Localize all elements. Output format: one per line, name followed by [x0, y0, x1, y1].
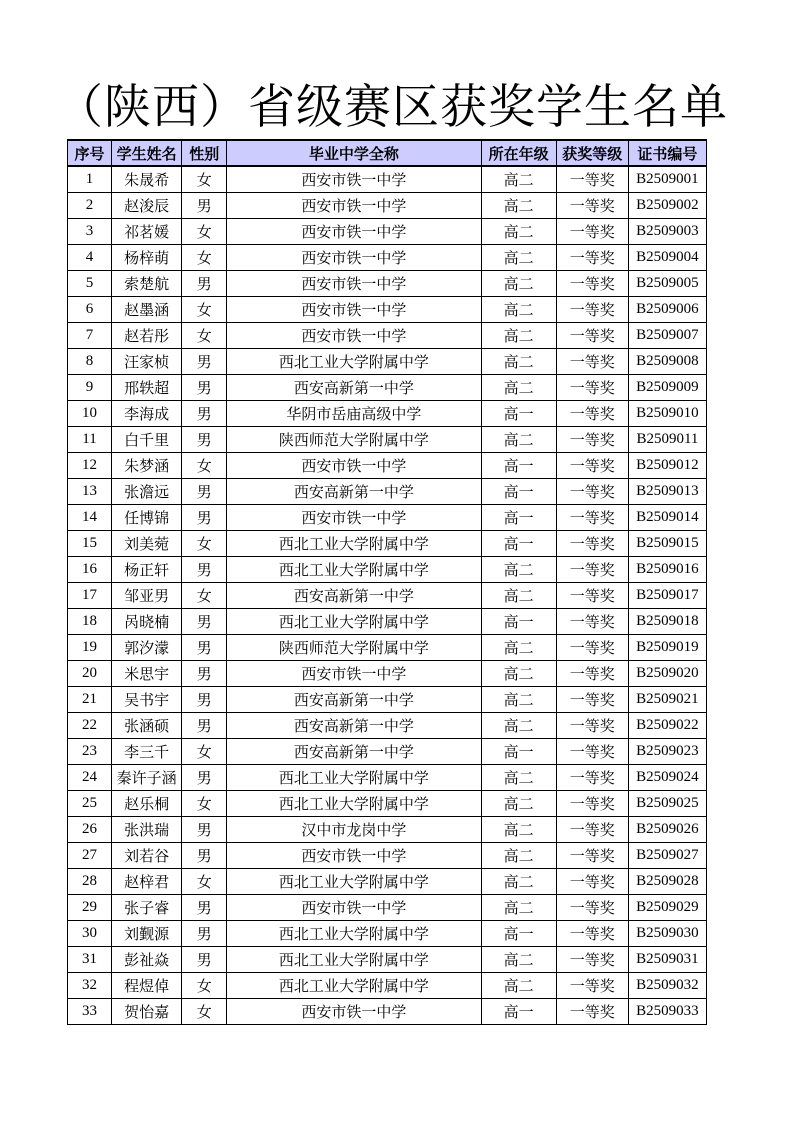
cell-gender: 男 — [182, 635, 227, 661]
cell-award-level: 一等奖 — [556, 791, 628, 817]
cell-student-name: 秦许子涵 — [112, 765, 182, 791]
cell-award-level: 一等奖 — [556, 635, 628, 661]
cell-school: 西北工业大学附属中学 — [227, 557, 481, 583]
cell-grade: 高二 — [481, 817, 556, 843]
cell-grade: 高二 — [481, 791, 556, 817]
cell-number: 13 — [68, 479, 112, 505]
cell-gender: 男 — [182, 557, 227, 583]
cell-student-name: 邢轶超 — [112, 375, 182, 401]
cell-student-name: 刘觐源 — [112, 921, 182, 947]
award-roster-table — [67, 139, 707, 1025]
cell-grade: 高一 — [481, 739, 556, 765]
cell-number: 5 — [68, 271, 112, 297]
cell-number: 12 — [68, 453, 112, 479]
cell-award-level: 一等奖 — [556, 531, 628, 557]
cell-gender: 男 — [182, 349, 227, 375]
cell-student-name: 祁茗媛 — [112, 219, 182, 245]
cell-school: 西安市铁一中学 — [227, 895, 481, 921]
cell-school: 汉中市龙岗中学 — [227, 817, 481, 843]
cell-student-name: 李海成 — [112, 401, 182, 427]
col-header-school: 毕业中学全称 — [227, 140, 481, 166]
cell-number: 23 — [68, 739, 112, 765]
cell-number: 28 — [68, 869, 112, 895]
cell-grade: 高二 — [481, 349, 556, 375]
cell-school: 西安市铁一中学 — [227, 193, 481, 219]
cell-award-level: 一等奖 — [556, 166, 628, 193]
cell-award-level: 一等奖 — [556, 765, 628, 791]
cell-award-level: 一等奖 — [556, 921, 628, 947]
cell-certificate-no: B2509004 — [628, 245, 706, 271]
table-row — [68, 791, 707, 817]
cell-certificate-no: B2509033 — [628, 999, 706, 1025]
cell-certificate-no: B2509017 — [628, 583, 706, 609]
table-row — [68, 843, 707, 869]
cell-gender: 男 — [182, 765, 227, 791]
cell-number: 16 — [68, 557, 112, 583]
cell-student-name: 米思宇 — [112, 661, 182, 687]
cell-certificate-no: B2509006 — [628, 297, 706, 323]
cell-school: 西安高新第一中学 — [227, 479, 481, 505]
cell-award-level: 一等奖 — [556, 973, 628, 999]
cell-gender: 女 — [182, 583, 227, 609]
cell-school: 西安高新第一中学 — [227, 687, 481, 713]
cell-gender: 女 — [182, 999, 227, 1025]
cell-award-level: 一等奖 — [556, 817, 628, 843]
cell-school: 陕西师范大学附属中学 — [227, 427, 481, 453]
cell-student-name: 赵梓君 — [112, 869, 182, 895]
cell-grade: 高二 — [481, 895, 556, 921]
cell-grade: 高二 — [481, 245, 556, 271]
cell-certificate-no: B2509008 — [628, 349, 706, 375]
cell-award-level: 一等奖 — [556, 583, 628, 609]
table-row — [68, 297, 707, 323]
cell-certificate-no: B2509025 — [628, 791, 706, 817]
cell-grade: 高一 — [481, 531, 556, 557]
cell-certificate-no: B2509020 — [628, 661, 706, 687]
cell-school: 西北工业大学附属中学 — [227, 947, 481, 973]
table-row — [68, 375, 707, 401]
table-row — [68, 427, 707, 453]
table-row — [68, 583, 707, 609]
cell-student-name: 郭汐濛 — [112, 635, 182, 661]
cell-gender: 男 — [182, 401, 227, 427]
cell-certificate-no: B2509007 — [628, 323, 706, 349]
cell-number: 20 — [68, 661, 112, 687]
cell-student-name: 赵浚辰 — [112, 193, 182, 219]
cell-school: 西北工业大学附属中学 — [227, 921, 481, 947]
table-row — [68, 479, 707, 505]
cell-number: 8 — [68, 349, 112, 375]
cell-grade: 高二 — [481, 375, 556, 401]
cell-school: 西北工业大学附属中学 — [227, 765, 481, 791]
cell-grade: 高二 — [481, 271, 556, 297]
table-row — [68, 323, 707, 349]
cell-student-name: 刘若谷 — [112, 843, 182, 869]
cell-grade: 高二 — [481, 635, 556, 661]
cell-number: 26 — [68, 817, 112, 843]
table-row — [68, 765, 707, 791]
cell-student-name: 彭祉焱 — [112, 947, 182, 973]
cell-certificate-no: B2509002 — [628, 193, 706, 219]
cell-gender: 男 — [182, 895, 227, 921]
cell-student-name: 杨梓萌 — [112, 245, 182, 271]
table-row — [68, 713, 707, 739]
cell-number: 11 — [68, 427, 112, 453]
cell-student-name: 刘美菀 — [112, 531, 182, 557]
cell-student-name: 任博锦 — [112, 505, 182, 531]
table-row — [68, 661, 707, 687]
table-row — [68, 609, 707, 635]
cell-school: 西北工业大学附属中学 — [227, 531, 481, 557]
cell-certificate-no: B2509012 — [628, 453, 706, 479]
cell-gender: 女 — [182, 166, 227, 193]
cell-student-name: 白千里 — [112, 427, 182, 453]
cell-school: 西安市铁一中学 — [227, 219, 481, 245]
cell-grade: 高二 — [481, 219, 556, 245]
cell-award-level: 一等奖 — [556, 505, 628, 531]
cell-school: 西安市铁一中学 — [227, 453, 481, 479]
col-header-gender: 性别 — [182, 140, 227, 166]
cell-certificate-no: B2509026 — [628, 817, 706, 843]
cell-grade: 高一 — [481, 401, 556, 427]
cell-student-name: 张洪瑞 — [112, 817, 182, 843]
cell-award-level: 一等奖 — [556, 323, 628, 349]
cell-number: 27 — [68, 843, 112, 869]
cell-school: 西安高新第一中学 — [227, 375, 481, 401]
cell-certificate-no: B2509031 — [628, 947, 706, 973]
cell-grade: 高二 — [481, 166, 556, 193]
table-body — [68, 166, 707, 1025]
cell-award-level: 一等奖 — [556, 739, 628, 765]
cell-award-level: 一等奖 — [556, 453, 628, 479]
cell-gender: 男 — [182, 921, 227, 947]
cell-award-level: 一等奖 — [556, 349, 628, 375]
cell-number: 33 — [68, 999, 112, 1025]
cell-number: 19 — [68, 635, 112, 661]
cell-award-level: 一等奖 — [556, 869, 628, 895]
cell-certificate-no: B2509028 — [628, 869, 706, 895]
cell-student-name: 汪家桢 — [112, 349, 182, 375]
cell-award-level: 一等奖 — [556, 687, 628, 713]
cell-gender: 女 — [182, 219, 227, 245]
cell-number: 7 — [68, 323, 112, 349]
cell-student-name: 杨正轩 — [112, 557, 182, 583]
cell-gender: 女 — [182, 245, 227, 271]
cell-award-level: 一等奖 — [556, 609, 628, 635]
cell-gender: 女 — [182, 869, 227, 895]
cell-student-name: 朱梦涵 — [112, 453, 182, 479]
table-row — [68, 999, 707, 1025]
cell-number: 30 — [68, 921, 112, 947]
cell-grade: 高二 — [481, 193, 556, 219]
cell-award-level: 一等奖 — [556, 271, 628, 297]
cell-number: 32 — [68, 973, 112, 999]
cell-number: 22 — [68, 713, 112, 739]
cell-grade: 高二 — [481, 557, 556, 583]
table-row — [68, 635, 707, 661]
table-row — [68, 739, 707, 765]
cell-award-level: 一等奖 — [556, 713, 628, 739]
cell-gender: 女 — [182, 791, 227, 817]
table-row — [68, 531, 707, 557]
cell-award-level: 一等奖 — [556, 895, 628, 921]
cell-certificate-no: B2509024 — [628, 765, 706, 791]
cell-certificate-no: B2509027 — [628, 843, 706, 869]
table-row — [68, 453, 707, 479]
cell-certificate-no: B2509029 — [628, 895, 706, 921]
cell-gender: 男 — [182, 375, 227, 401]
cell-school: 西北工业大学附属中学 — [227, 973, 481, 999]
cell-gender: 男 — [182, 193, 227, 219]
cell-school: 西安高新第一中学 — [227, 739, 481, 765]
cell-student-name: 索楚航 — [112, 271, 182, 297]
cell-number: 1 — [68, 166, 112, 193]
cell-student-name: 张涵硕 — [112, 713, 182, 739]
cell-gender: 男 — [182, 947, 227, 973]
cell-student-name: 赵乐桐 — [112, 791, 182, 817]
cell-number: 18 — [68, 609, 112, 635]
cell-gender: 男 — [182, 479, 227, 505]
cell-gender: 女 — [182, 739, 227, 765]
cell-number: 6 — [68, 297, 112, 323]
cell-certificate-no: B2509018 — [628, 609, 706, 635]
table-row — [68, 557, 707, 583]
cell-number: 15 — [68, 531, 112, 557]
cell-student-name: 赵墨涵 — [112, 297, 182, 323]
cell-school: 西安市铁一中学 — [227, 297, 481, 323]
cell-award-level: 一等奖 — [556, 843, 628, 869]
table-row — [68, 245, 707, 271]
cell-certificate-no: B2509019 — [628, 635, 706, 661]
table-row — [68, 166, 707, 193]
cell-grade: 高一 — [481, 999, 556, 1025]
table-row — [68, 401, 707, 427]
cell-certificate-no: B2509030 — [628, 921, 706, 947]
cell-school: 西安市铁一中学 — [227, 166, 481, 193]
cell-certificate-no: B2509009 — [628, 375, 706, 401]
cell-grade: 高二 — [481, 713, 556, 739]
cell-grade: 高二 — [481, 583, 556, 609]
cell-student-name: 李三千 — [112, 739, 182, 765]
cell-school: 西安市铁一中学 — [227, 271, 481, 297]
cell-number: 2 — [68, 193, 112, 219]
cell-certificate-no: B2509015 — [628, 531, 706, 557]
header-row — [68, 140, 707, 166]
cell-gender: 女 — [182, 453, 227, 479]
cell-award-level: 一等奖 — [556, 479, 628, 505]
cell-grade: 高二 — [481, 765, 556, 791]
page-title: （陕西）省级赛区获奖学生名单 — [56, 80, 728, 135]
cell-certificate-no: B2509013 — [628, 479, 706, 505]
cell-gender: 男 — [182, 271, 227, 297]
cell-grade: 高二 — [481, 947, 556, 973]
cell-certificate-no: B2509016 — [628, 557, 706, 583]
cell-school: 西安市铁一中学 — [227, 661, 481, 687]
cell-grade: 高二 — [481, 869, 556, 895]
cell-school: 西安市铁一中学 — [227, 999, 481, 1025]
cell-grade: 高一 — [481, 453, 556, 479]
cell-certificate-no: B2509003 — [628, 219, 706, 245]
cell-gender: 男 — [182, 609, 227, 635]
col-header-student-name: 学生姓名 — [112, 140, 182, 166]
cell-number: 24 — [68, 765, 112, 791]
table-row — [68, 349, 707, 375]
table-row — [68, 687, 707, 713]
cell-school: 西安市铁一中学 — [227, 843, 481, 869]
cell-award-level: 一等奖 — [556, 245, 628, 271]
table-row — [68, 817, 707, 843]
cell-gender: 女 — [182, 297, 227, 323]
cell-gender: 男 — [182, 687, 227, 713]
cell-grade: 高二 — [481, 687, 556, 713]
cell-school: 华阴市岳庙高级中学 — [227, 401, 481, 427]
cell-grade: 高二 — [481, 427, 556, 453]
cell-grade: 高二 — [481, 843, 556, 869]
cell-grade: 高一 — [481, 479, 556, 505]
table-row — [68, 869, 707, 895]
cell-award-level: 一等奖 — [556, 219, 628, 245]
table-row — [68, 505, 707, 531]
cell-school: 陕西师范大学附属中学 — [227, 635, 481, 661]
cell-grade: 高二 — [481, 323, 556, 349]
cell-certificate-no: B2509005 — [628, 271, 706, 297]
cell-gender: 男 — [182, 817, 227, 843]
cell-gender: 女 — [182, 531, 227, 557]
cell-school: 西北工业大学附属中学 — [227, 349, 481, 375]
cell-award-level: 一等奖 — [556, 557, 628, 583]
table-row — [68, 947, 707, 973]
cell-grade: 高二 — [481, 661, 556, 687]
cell-award-level: 一等奖 — [556, 427, 628, 453]
cell-certificate-no: B2509011 — [628, 427, 706, 453]
cell-school: 西北工业大学附属中学 — [227, 791, 481, 817]
cell-school: 西安市铁一中学 — [227, 505, 481, 531]
cell-gender: 男 — [182, 427, 227, 453]
col-header-certificate-no: 证书编号 — [628, 140, 706, 166]
cell-school: 西安高新第一中学 — [227, 583, 481, 609]
cell-gender: 女 — [182, 973, 227, 999]
cell-grade: 高二 — [481, 297, 556, 323]
table-row — [68, 895, 707, 921]
cell-school: 西北工业大学附属中学 — [227, 869, 481, 895]
col-header-grade: 所在年级 — [481, 140, 556, 166]
cell-certificate-no: B2509022 — [628, 713, 706, 739]
cell-student-name: 朱晟希 — [112, 166, 182, 193]
cell-grade: 高一 — [481, 921, 556, 947]
cell-student-name: 邹亚男 — [112, 583, 182, 609]
col-header-award-level: 获奖等级 — [556, 140, 628, 166]
cell-number: 3 — [68, 219, 112, 245]
cell-award-level: 一等奖 — [556, 947, 628, 973]
cell-student-name: 张子睿 — [112, 895, 182, 921]
cell-award-level: 一等奖 — [556, 661, 628, 687]
cell-certificate-no: B2509014 — [628, 505, 706, 531]
cell-number: 29 — [68, 895, 112, 921]
cell-number: 9 — [68, 375, 112, 401]
cell-award-level: 一等奖 — [556, 297, 628, 323]
cell-student-name: 张澹远 — [112, 479, 182, 505]
cell-gender: 男 — [182, 661, 227, 687]
cell-student-name: 程煜倬 — [112, 973, 182, 999]
cell-gender: 男 — [182, 505, 227, 531]
cell-gender: 女 — [182, 323, 227, 349]
cell-number: 31 — [68, 947, 112, 973]
cell-certificate-no: B2509001 — [628, 166, 706, 193]
cell-certificate-no: B2509032 — [628, 973, 706, 999]
cell-gender: 男 — [182, 843, 227, 869]
table-row — [68, 219, 707, 245]
cell-number: 4 — [68, 245, 112, 271]
cell-student-name: 赵若彤 — [112, 323, 182, 349]
cell-school: 西安市铁一中学 — [227, 245, 481, 271]
cell-number: 10 — [68, 401, 112, 427]
cell-award-level: 一等奖 — [556, 999, 628, 1025]
cell-school: 西安高新第一中学 — [227, 713, 481, 739]
col-header-number: 序号 — [68, 140, 112, 166]
cell-award-level: 一等奖 — [556, 375, 628, 401]
cell-gender: 男 — [182, 713, 227, 739]
cell-certificate-no: B2509023 — [628, 739, 706, 765]
cell-number: 14 — [68, 505, 112, 531]
cell-student-name: 吴书宇 — [112, 687, 182, 713]
cell-grade: 高一 — [481, 609, 556, 635]
cell-award-level: 一等奖 — [556, 193, 628, 219]
cell-number: 25 — [68, 791, 112, 817]
cell-number: 21 — [68, 687, 112, 713]
cell-student-name: 贺怡嘉 — [112, 999, 182, 1025]
cell-certificate-no: B2509021 — [628, 687, 706, 713]
cell-school: 西北工业大学附属中学 — [227, 609, 481, 635]
table-row — [68, 921, 707, 947]
table-row — [68, 973, 707, 999]
cell-grade: 高二 — [481, 973, 556, 999]
cell-certificate-no: B2509010 — [628, 401, 706, 427]
cell-number: 17 — [68, 583, 112, 609]
table-header — [68, 140, 707, 166]
cell-school: 西安市铁一中学 — [227, 323, 481, 349]
table-row — [68, 193, 707, 219]
cell-student-name: 呙晓楠 — [112, 609, 182, 635]
table-row — [68, 271, 707, 297]
cell-grade: 高一 — [481, 505, 556, 531]
cell-award-level: 一等奖 — [556, 401, 628, 427]
